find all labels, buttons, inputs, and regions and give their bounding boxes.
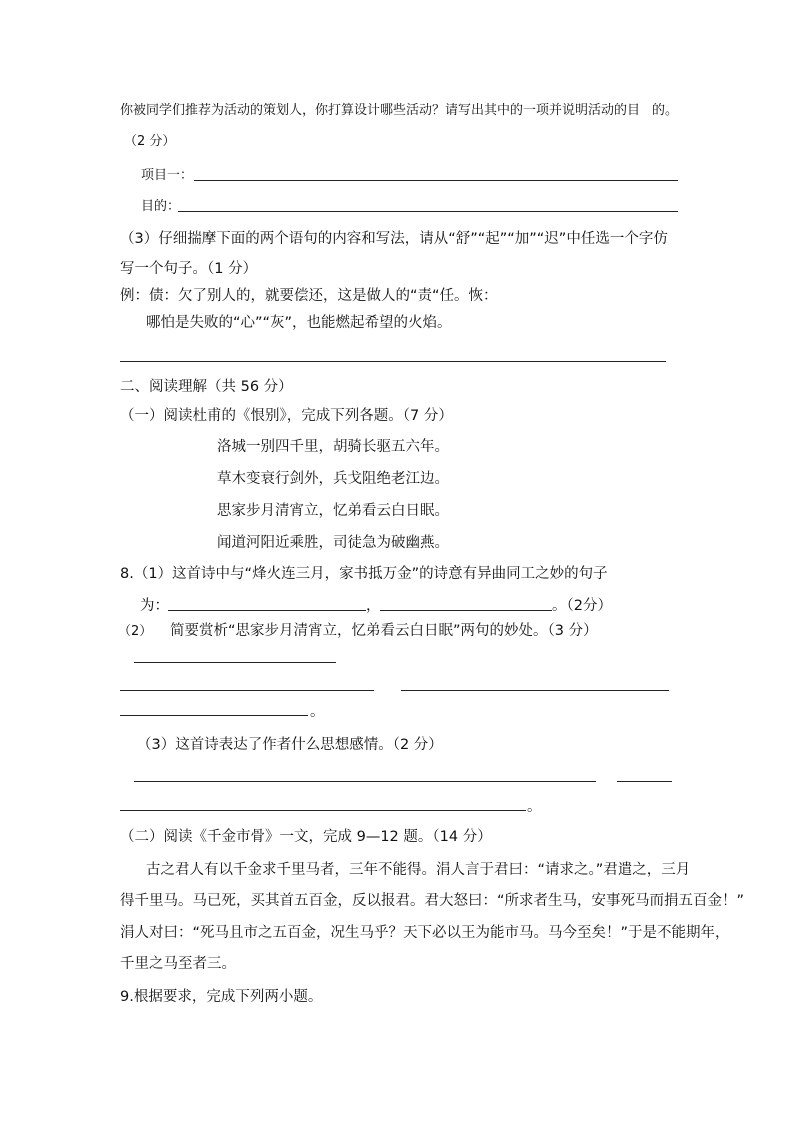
q8-part3-end: 。 [527, 799, 542, 815]
imitation-question-line2: 写一个句子。（1 分） [120, 261, 258, 277]
q8-part2-answer-line[interactable] [401, 690, 669, 691]
passage-line: 千里之马至者三。 [120, 956, 236, 972]
project-label: 项目一： [141, 168, 194, 183]
q8-part2-number: （2） [118, 624, 153, 639]
imitation-answer-line[interactable] [120, 361, 666, 362]
q8-part2-answer-line[interactable] [134, 662, 336, 663]
part1-title: （一）阅读杜甫的《恨别》，完成下列各题。（7 分） [120, 408, 453, 424]
purpose-label: 目的： [141, 199, 181, 214]
q8-part1-comma: ， [366, 598, 381, 614]
part2-title: （二）阅读《千金市骨》一文，完成 9—12 题。（14 分） [120, 829, 492, 845]
activity-question-end: 的。 [652, 103, 679, 118]
q8-part1-score: 。（2分） [552, 598, 612, 614]
q8-answer-blank-2[interactable] [380, 610, 552, 611]
q8-part2-answer-line[interactable] [120, 690, 374, 691]
q8-answer-blank-1[interactable] [168, 610, 366, 611]
project-answer-line[interactable] [194, 180, 678, 181]
q8-part1-line1: 8.（1）这首诗中与“烽火连三月，家书抵万金”的诗意有异曲同工之妙的句子 [120, 566, 608, 582]
q8-part3-answer-line[interactable] [617, 781, 672, 782]
q8-part2-end: 。 [310, 704, 325, 720]
passage-line: 古之君人有以千金求千里马者，三年不能得。涓人言于君曰：“请求之。”君遣之，三月 [146, 862, 691, 878]
activity-question-text: 你被同学们推荐为活动的策划人，你打算设计哪些活动？请写出其中的一项并说明活动的目 [120, 103, 641, 118]
passage-line: 得千里马。马已死，买其首五百金，反以报君。君大怒曰：“所求者生马，安事死马而捐五百金！” [120, 893, 745, 909]
example-line1: 例：债：欠了别人的，就要偿还，这是做人的“责“任。恢： [120, 288, 498, 304]
q8-part2-text: 简要赏析“思家步月清宵立，忆弟看云白日眠”两句的妙处。（3 分） [170, 623, 598, 639]
section-title-reading: 二、阅读理解（共 56 分） [120, 379, 293, 395]
q8-part3-answer-line[interactable] [120, 810, 526, 811]
poem-line: 思家步月清宵立，忆弟看云白日眠。 [217, 503, 449, 519]
q8-part2-answer-line[interactable] [120, 715, 308, 716]
poem-line: 闻道河阳近乘胜，司徒急为破幽燕。 [217, 535, 449, 551]
activity-score: （2 分） [124, 134, 176, 149]
poem-line: 草木变衰行剑外，兵戈阻绝老江边。 [217, 471, 449, 487]
q8-part1-prefix: 为： [140, 598, 169, 614]
imitation-question-line1: （3）仔细揣摩下面的两个语句的内容和写法，请从“舒”“起”“加”“迟”中任选一个字仿 [120, 231, 668, 247]
passage-line: 涓人对曰：“死马且市之五百金，况生马乎？天下必以王为能市马。马今至矣！”于是不能期年， [120, 925, 730, 941]
poem-line: 洛城一别四千里，胡骑长驱五六年。 [217, 439, 449, 455]
example-line2: 哪怕是失败的“心”“灰”，也能燃起希望的火焰。 [146, 315, 452, 331]
q8-part3-answer-line[interactable] [134, 781, 596, 782]
purpose-answer-line[interactable] [178, 211, 678, 212]
q8-part3-text: （3）这首诗表达了作者什么思想感情。（2 分） [137, 737, 443, 753]
q9-instruction: 9.根据要求，完成下列两小题。 [120, 989, 323, 1005]
